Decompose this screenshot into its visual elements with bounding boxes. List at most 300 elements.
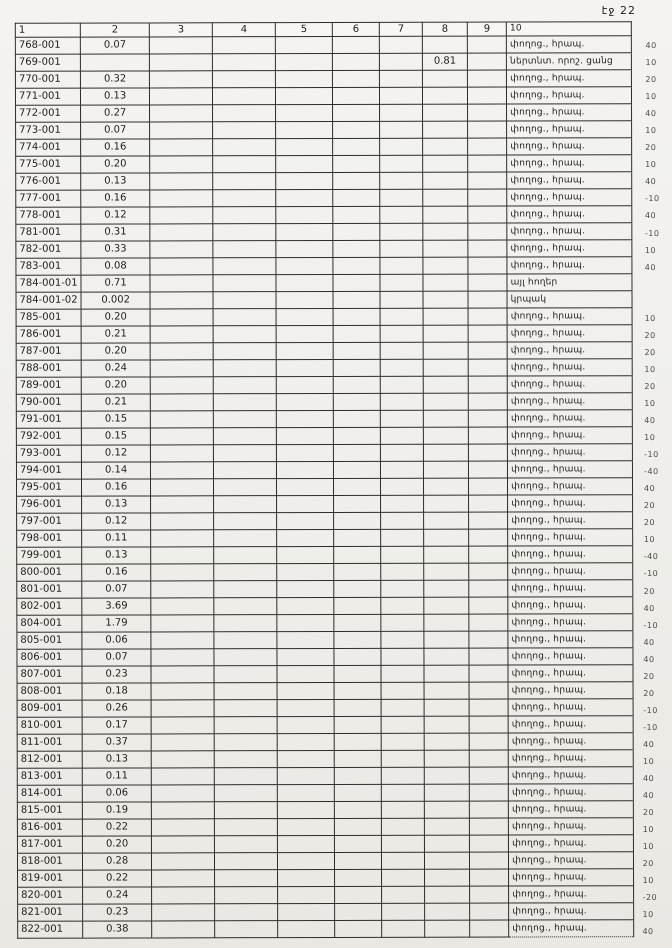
col-8-value	[424, 733, 469, 750]
col-3-cell	[151, 802, 214, 819]
col-9-cell	[468, 189, 507, 206]
land-use-label: այլ հողեր	[507, 274, 632, 291]
area-value: 0.14	[82, 462, 151, 479]
col-3-cell	[150, 190, 213, 207]
col-7-cell	[380, 189, 423, 206]
parcel-id: 775-001	[16, 156, 81, 173]
col-6-cell	[333, 223, 380, 240]
col-7-cell	[380, 87, 423, 104]
table-row	[16, 104, 632, 123]
col-9-cell	[468, 121, 507, 138]
col-5-cell	[277, 597, 334, 614]
col-9-cell	[469, 665, 508, 682]
area-value: 0.37	[82, 734, 151, 751]
col-3-cell	[150, 122, 213, 139]
area-value: 0.11	[82, 768, 151, 785]
col-6-cell	[334, 495, 381, 512]
col-6-cell	[333, 240, 380, 257]
handwritten-mark	[645, 293, 671, 310]
table-row	[17, 733, 633, 752]
parcel-id: 773-001	[16, 122, 81, 139]
col-9-cell	[468, 376, 507, 393]
area-value: 0.16	[82, 479, 151, 496]
col-4-cell	[213, 258, 276, 275]
col-6-cell	[334, 682, 381, 699]
col-6-cell	[334, 614, 381, 631]
handwritten-mark: 20	[642, 808, 655, 818]
parcel-id: 769-001	[15, 54, 80, 71]
col-7-cell	[382, 818, 425, 835]
col-3-cell	[151, 581, 214, 598]
col-4-cell	[213, 275, 276, 292]
col-8-value	[424, 580, 469, 597]
area-value: 0.16	[81, 139, 150, 156]
table-row	[16, 410, 632, 429]
table-row	[17, 512, 633, 531]
handwritten-mark: -20	[642, 893, 658, 903]
col-5-cell	[278, 869, 335, 886]
col-6-cell	[335, 835, 382, 852]
col-8-value	[423, 427, 468, 444]
area-value: 0.11	[82, 530, 151, 547]
col-3-cell	[152, 836, 215, 853]
col-7-cell	[381, 614, 424, 631]
col-9-cell	[468, 291, 507, 308]
col-6-cell	[334, 648, 381, 665]
col-5-cell	[276, 359, 333, 376]
area-value: 0.13	[82, 496, 151, 513]
area-value: 0.07	[80, 37, 149, 54]
col-5-cell	[276, 342, 333, 359]
col-4-cell	[214, 598, 277, 615]
col-6-cell	[333, 274, 380, 291]
table-row	[16, 206, 632, 225]
table-row	[16, 359, 632, 378]
col-5-cell	[276, 206, 333, 223]
handwritten-mark: 40	[643, 484, 656, 494]
col-4-cell	[214, 717, 277, 734]
parcel-id: 778-001	[16, 207, 81, 224]
handwritten-mark: 40	[643, 654, 655, 664]
land-use-label: փողոց., հրապ.	[508, 750, 633, 767]
col-6-cell	[333, 104, 380, 121]
land-use-label: փողոց., հրապ.	[508, 682, 633, 699]
col-7-cell	[380, 206, 423, 223]
land-use-label: փողոց., հրապ.	[509, 852, 634, 869]
area-value: 0.38	[83, 921, 152, 938]
col-9-cell	[469, 682, 508, 699]
col-3-cell	[150, 139, 213, 156]
col-5-cell	[277, 529, 334, 546]
col-7-cell	[380, 104, 423, 121]
parcel-id: 811-001	[17, 734, 82, 751]
col-6-cell	[335, 886, 382, 903]
handwritten-mark: 40	[644, 211, 657, 221]
col-4-cell	[213, 428, 276, 445]
col-5-cell	[276, 87, 333, 104]
col-9-cell	[468, 240, 507, 257]
land-use-label: փողոց., հրապ.	[508, 767, 633, 784]
col-6-cell	[333, 257, 380, 274]
handwritten-mark: 40	[645, 109, 657, 119]
col-6-cell	[334, 716, 381, 733]
area-value: 0.28	[83, 853, 152, 870]
col-3-cell	[151, 632, 214, 649]
col-8-value	[424, 546, 469, 563]
col-9-cell	[469, 648, 508, 665]
area-value: 0.19	[82, 802, 151, 819]
handwritten-mark: 10	[645, 92, 657, 102]
parcel-id: 822-001	[18, 921, 83, 938]
handwritten-mark: 20	[643, 518, 656, 528]
col-5-cell	[277, 784, 334, 801]
handwritten-mark: 20	[642, 859, 654, 869]
col-8-value	[423, 172, 468, 189]
col-5-cell	[278, 818, 335, 835]
col-6-cell	[333, 53, 380, 70]
col-8-value	[423, 87, 468, 104]
col-4-cell	[213, 207, 276, 224]
parcel-id: 784-001-02	[16, 292, 81, 309]
col-6-cell	[334, 631, 381, 648]
handwritten-mark: 10	[643, 756, 655, 766]
col-3-cell	[152, 853, 215, 870]
col-7-cell	[380, 172, 423, 189]
handwritten-mark: 40	[643, 739, 655, 749]
col-8-value	[424, 716, 469, 733]
col-9-cell	[469, 699, 508, 716]
col-7-cell	[381, 733, 424, 750]
col-7-cell	[380, 291, 423, 308]
col-4-cell	[213, 309, 276, 326]
col-6-cell	[334, 461, 381, 478]
col-7-cell	[382, 869, 425, 886]
col-3-cell	[151, 598, 214, 615]
col-8-value	[423, 308, 468, 325]
col-4-cell	[214, 445, 277, 462]
col-4-cell	[213, 377, 276, 394]
land-use-label: փողոց., հրապ.	[508, 631, 633, 648]
col-5-cell	[276, 291, 333, 308]
col-6-cell	[333, 410, 380, 427]
area-value: 0.32	[81, 71, 150, 88]
table-row	[17, 546, 633, 565]
col-5-cell	[276, 410, 333, 427]
col-8-value	[425, 903, 470, 920]
col-8-value	[423, 240, 468, 257]
area-value: 0.27	[81, 105, 150, 122]
col-5-cell	[277, 546, 334, 563]
col-4-cell	[215, 870, 278, 887]
table-row	[16, 291, 632, 310]
col-6-cell	[333, 70, 380, 87]
parcel-id: 818-001	[17, 853, 82, 870]
col-9-cell	[468, 206, 507, 223]
handwritten-mark: -10	[644, 228, 660, 238]
handwritten-mark: 40	[643, 603, 655, 613]
col-8-value	[423, 393, 468, 410]
land-use-label: փողոց., հրապ.	[508, 597, 633, 614]
col-4-cell	[215, 819, 278, 836]
area-value: 0.12	[82, 513, 151, 530]
col-5-cell	[277, 682, 334, 699]
col-4-cell	[213, 343, 276, 360]
col-7-cell	[381, 580, 424, 597]
area-value: 0.22	[83, 819, 152, 836]
area-value: 0.20	[81, 156, 150, 173]
col-5-cell	[277, 614, 334, 631]
col-6-cell	[334, 733, 381, 750]
col-4-cell	[215, 836, 278, 853]
handwritten-mark: 10	[644, 245, 657, 255]
land-use-label: փողոց., հրապ.	[507, 189, 632, 206]
handwritten-mark: 10	[645, 126, 657, 136]
col-6-cell	[333, 359, 380, 376]
table-row	[16, 342, 632, 361]
table-row	[16, 376, 632, 395]
col-5-cell	[277, 648, 334, 665]
handwritten-mark: 20	[643, 586, 655, 596]
land-use-label: փողոց., հրապ.	[507, 172, 632, 189]
parcel-id: 798-001	[17, 530, 82, 547]
area-value: 0.26	[82, 700, 151, 717]
col-7-cell	[380, 155, 423, 172]
col-6-cell	[335, 903, 382, 920]
land-use-label: փողոց., հրապ.	[507, 206, 632, 223]
col-4-cell	[214, 802, 277, 819]
col-7-cell	[380, 376, 423, 393]
col-3-cell	[152, 921, 215, 938]
col-4-cell	[214, 462, 277, 479]
parcel-id: 800-001	[17, 564, 82, 581]
land-use-label: փողոց., հրապ.	[507, 240, 632, 257]
land-use-label: փողոց., հրապ.	[508, 580, 633, 597]
col-4-cell	[213, 88, 276, 105]
parcel-id: 785-001	[16, 309, 81, 326]
land-use-label: փողոց., հրապ.	[508, 546, 633, 563]
col-4-cell	[214, 666, 277, 683]
col-9-cell	[470, 886, 509, 903]
table-row	[16, 189, 632, 208]
col-3-cell	[152, 870, 215, 887]
col-7-cell	[380, 223, 423, 240]
land-use-label: փողոց., հրապ.	[508, 444, 633, 461]
col-5-cell	[276, 308, 333, 325]
parcel-id: 815-001	[17, 802, 82, 819]
table-row	[17, 682, 633, 701]
table-row	[18, 903, 634, 922]
col-9-cell	[469, 597, 508, 614]
col-9-cell	[469, 733, 508, 750]
col-5-cell	[278, 903, 335, 920]
table-row	[17, 784, 633, 803]
col-8-value: 0.81	[423, 53, 468, 70]
table-row	[16, 155, 632, 174]
column-header-9: 9	[467, 22, 506, 36]
col-8-value	[425, 835, 470, 852]
handwritten-mark: -10	[643, 620, 659, 630]
area-value: 0.33	[81, 241, 150, 258]
land-use-label: փողոց., հրապ.	[508, 529, 633, 546]
table-row	[16, 444, 632, 463]
col-5-cell	[277, 665, 334, 682]
col-4-cell	[214, 683, 277, 700]
col-7-cell	[381, 665, 424, 682]
col-7-cell	[381, 631, 424, 648]
col-7-cell	[380, 410, 423, 427]
parcel-id: 819-001	[18, 870, 83, 887]
table-row	[16, 240, 632, 259]
col-3-cell	[150, 343, 213, 360]
col-6-cell	[334, 597, 381, 614]
column-header-4: 4	[212, 23, 275, 37]
area-value: 0.15	[81, 411, 150, 428]
handwritten-mark: 20	[643, 501, 656, 511]
land-use-label: փողոց., հրապ.	[509, 886, 634, 903]
col-3-cell	[150, 224, 213, 241]
col-6-cell	[335, 852, 382, 869]
table-row	[17, 818, 633, 837]
area-value: 0.23	[82, 666, 151, 683]
handwritten-mark: 40	[642, 773, 655, 784]
col-9-cell	[468, 223, 507, 240]
area-value: 0.12	[82, 445, 151, 462]
col-3-cell	[151, 513, 214, 530]
column-header-3: 3	[149, 23, 212, 37]
col-9-cell	[469, 461, 508, 478]
col-5-cell	[278, 886, 335, 903]
handwritten-mark: -40	[643, 552, 659, 562]
land-use-label: փողոց., հրապ.	[509, 818, 634, 835]
col-3-cell	[152, 887, 215, 904]
col-3-cell	[151, 700, 214, 717]
parcel-id: 810-001	[17, 717, 82, 734]
column-header-2: 2	[80, 23, 149, 37]
land-use-label: փողոց., հրապ.	[507, 70, 632, 87]
parcel-id: 817-001	[17, 836, 82, 853]
col-9-cell	[468, 427, 507, 444]
col-5-cell	[277, 733, 334, 750]
col-4-cell	[214, 513, 277, 530]
col-6-cell	[334, 801, 381, 818]
col-4-cell	[213, 292, 276, 309]
land-use-label: փողոց., հրապ.	[507, 121, 632, 138]
col-5-cell	[276, 104, 333, 121]
col-8-value	[423, 342, 468, 359]
table-row	[17, 495, 633, 514]
land-use-label: փողոց., հրապ.	[508, 495, 633, 512]
handwritten-mark: -10	[644, 194, 660, 204]
col-4-cell	[213, 122, 276, 139]
col-9-cell	[468, 410, 507, 427]
land-use-label: կրպակ	[507, 291, 632, 308]
handwritten-mark: 40	[642, 791, 655, 801]
parcel-id: 770-001	[15, 71, 80, 88]
col-8-value	[424, 750, 469, 767]
col-5-cell	[277, 563, 334, 580]
handwritten-mark: 40	[644, 262, 656, 272]
col-4-cell	[214, 632, 277, 649]
handwritten-mark: -10	[643, 569, 659, 579]
col-6-cell	[334, 546, 381, 563]
col-6-cell	[334, 699, 381, 716]
parcel-id: 795-001	[16, 479, 81, 496]
table-row	[17, 614, 633, 633]
col-7-cell	[380, 427, 423, 444]
col-5-cell	[277, 580, 334, 597]
parcel-id: 814-001	[17, 785, 82, 802]
land-use-label: փողոց., հրապ.	[508, 699, 633, 716]
col-6-cell	[334, 580, 381, 597]
col-8-value	[423, 274, 468, 291]
col-3-cell	[150, 292, 213, 309]
col-4-cell	[215, 921, 278, 938]
col-5-cell	[278, 852, 335, 869]
land-use-label: փողոց., հրապ.	[508, 563, 633, 580]
col-6-cell	[333, 87, 380, 104]
col-7-cell	[381, 682, 424, 699]
col-7-cell	[381, 461, 424, 478]
col-7-cell	[381, 563, 424, 580]
col-6-cell	[332, 36, 379, 53]
handwritten-mark: -10	[644, 450, 659, 460]
land-use-label: փողոց., հրապ.	[508, 461, 633, 478]
col-8-value	[423, 291, 468, 308]
col-8-value	[423, 257, 468, 274]
col-3-cell	[151, 785, 214, 802]
land-use-label: փողոց., հրապ.	[508, 665, 633, 682]
area-value: 0.07	[82, 649, 151, 666]
land-use-label: ներտնտ. որոշ. ցանց	[507, 53, 632, 70]
col-9-cell	[469, 767, 508, 784]
col-8-value	[424, 597, 469, 614]
area-value: 0.15	[81, 428, 150, 445]
col-4-cell	[214, 768, 277, 785]
col-5-cell	[277, 495, 334, 512]
col-6-cell	[335, 818, 382, 835]
col-8-value	[424, 461, 469, 478]
col-6-cell	[333, 172, 380, 189]
parcel-id: 816-001	[17, 819, 82, 836]
col-7-cell	[379, 36, 422, 53]
col-9-cell	[468, 257, 507, 274]
col-9-cell	[469, 546, 508, 563]
col-3-cell	[151, 530, 214, 547]
table-row	[16, 223, 632, 242]
col-5-cell	[277, 478, 334, 495]
land-use-label: փողոց., հրապ.	[507, 325, 632, 342]
col-9-cell	[468, 87, 507, 104]
area-value: 3.69	[82, 598, 151, 615]
col-8-value	[423, 223, 468, 240]
table-row	[17, 699, 633, 718]
handwritten-mark: 20	[644, 330, 656, 340]
handwritten-mark: 10	[642, 876, 654, 886]
col-7-cell	[380, 240, 423, 257]
parcel-id: 787-001	[16, 343, 81, 360]
col-9-cell	[468, 53, 507, 70]
col-6-cell	[334, 784, 381, 801]
col-9-cell	[468, 325, 507, 342]
area-value: 0.20	[81, 343, 150, 360]
handwritten-mark: 10	[643, 535, 656, 545]
col-5-cell	[277, 767, 334, 784]
col-8-value	[425, 886, 470, 903]
table-row	[17, 716, 633, 735]
col-3-cell	[151, 615, 214, 632]
col-5-cell	[277, 461, 334, 478]
handwritten-mark: 20	[643, 671, 655, 681]
